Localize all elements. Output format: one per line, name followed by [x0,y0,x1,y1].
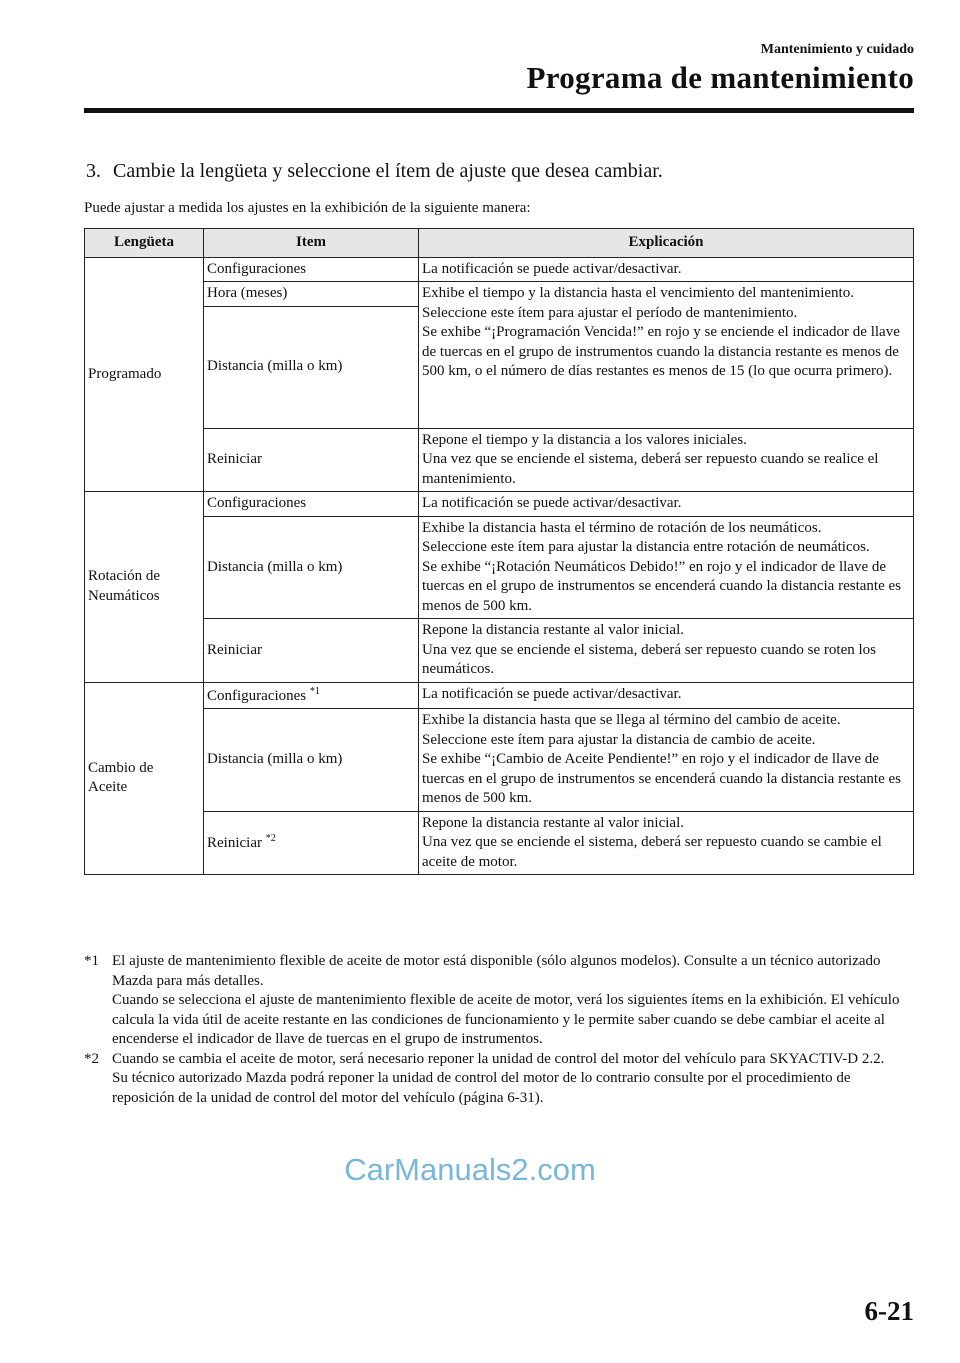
explanation-cell: La notificación se puede activar/desactivar. [419,257,914,282]
footnote [84,952,914,1050]
footnote [84,1050,914,1109]
explanation-cell: Repone la distancia restante al valor inicial. Una vez que se enciende el sistema, deberá ser repuesto cuando se roten los neumáticos. [419,619,914,683]
table-header-row [85,229,914,258]
page-title: Programa de mantenimiento [526,60,914,95]
tab-cell [85,492,204,683]
item-cell: Distancia (milla o km) [204,516,419,619]
step-instruction [86,160,663,183]
table-row [85,811,914,875]
settings-table [84,228,914,875]
item-cell: Reiniciar [204,428,419,492]
tab-label: Rotación de Neumáticos [88,568,161,604]
table-row [85,428,914,492]
footnotes [84,952,914,1108]
footnote-text: El ajuste de mantenimiento flexible de aceite de motor está disponible (sólo algunos modelos). Consulte a un técnico autorizado Mazda para más detalles. Cuando se selecciona el ajuste de mantenimiento flexible de aceite de motor, verá los siguientes ítems en la exhibición. El vehículo calcula la vida útil de aceite restante en las condiciones de funcionamiento y le permite saber cuando se debe cambiar el aceite al encenderse el indicador de llave de tuercas en el grupo de instrumentos. [112,953,900,1047]
item-cell: Distancia (milla o km) [204,306,419,428]
table-row [85,682,914,709]
table-row [85,282,914,307]
footnote-mark: *1 [84,953,99,969]
tab-cell [85,257,204,492]
explanation-cell: Repone la distancia restante al valor inicial. Una vez que se enciende el sistema, deberá ser repuesto cuando se cambie el aceite de motor. [419,811,914,875]
explanation-cell: Exhibe el tiempo y la distancia hasta el vencimiento del mantenimiento. Seleccione este ítem para ajustar el período de mantenimiento. Se exhibe “¡Programación Vencida!” en rojo y se enciende el indicador de llave de tuercas en el grupo de instrumentos cuando la distancia restante es menos de 500 km, o el número de días restantes es menos de 15 (lo que ocurra primero). [419,282,914,429]
item-cell: Reiniciar [204,619,419,683]
explanation-cell: La notificación se puede activar/desactivar. [419,682,914,709]
footnote-mark: *2 [84,1050,99,1067]
footnote-text: Cuando se cambia el aceite de motor, será necesario reponer la unidad de control del motor del vehículo para SKYACTIV-D 2.2. Su técnico autorizado Mazda podrá reponer la unidad de control del motor de lo contrario consulte por el procedimiento de reposición de la unidad de control del motor del vehículo (página 6-31). [112,1050,885,1106]
footnote-ref: *1 [309,685,320,697]
header-explanation: Explicación [419,229,914,258]
step-text: Cambie la lengüeta y seleccione el ítem de ajuste que desea cambiar. [113,160,663,182]
watermark: CarManuals2.com [344,1152,596,1187]
table-row [85,492,914,517]
table-row [85,516,914,619]
table-row [85,709,914,812]
item-cell: Hora (meses) [204,282,419,307]
item-cell [204,682,419,709]
tab-label: Programado [88,365,162,382]
step-number: 3. [86,160,101,182]
tab-cell [85,682,204,875]
explanation-cell: Repone el tiempo y la distancia a los valores iniciales. Una vez que se enciende el sistema, deberá ser repuesto cuando se realice el mantenimiento. [419,428,914,492]
intro-text: Puede ajustar a medida los ajustes en la exhibición de la siguiente manera: [84,200,531,216]
table-row [85,257,914,282]
header-rule [84,108,914,113]
section-title: Mantenimiento y cuidado [760,42,914,57]
explanation-cell: Exhibe la distancia hasta que se llega al término del cambio de aceite. Seleccione este ítem para ajustar la distancia de cambio de aceite. Se exhibe “¡Cambio de Aceite Pendiente!” en rojo y el indicador de llave de tuercas en el grupo de instrumentos se encenderá cuando la distancia restante es menos de 500 km. [419,709,914,812]
item-cell: Distancia (milla o km) [204,709,419,812]
item-cell [204,811,419,875]
header-item: Item [204,229,419,258]
tab-label: Cambio de Aceite [88,759,154,796]
item-label: Reiniciar [207,835,262,851]
item-cell: Configuraciones [204,257,419,282]
page-number: 6-21 [864,1296,914,1326]
explanation-cell: La notificación se puede activar/desactivar. [419,492,914,517]
footnote-ref: *2 [265,833,276,844]
explanation-cell: Exhibe la distancia hasta el término de rotación de los neumáticos. Seleccione este ítem para ajustar la distancia entre rotación de neumáticos. Se exhibe “¡Rotación Neumáticos Debido!” en rojo y el indicador de llave de tuercas en el grupo de instrumentos se encenderá cuando la distancia restante es menos de 500 km. [419,516,914,619]
item-label: Configuraciones [207,687,307,704]
table-row [85,619,914,683]
item-cell: Configuraciones [204,492,419,517]
header-tab: Lengüeta [85,229,204,258]
